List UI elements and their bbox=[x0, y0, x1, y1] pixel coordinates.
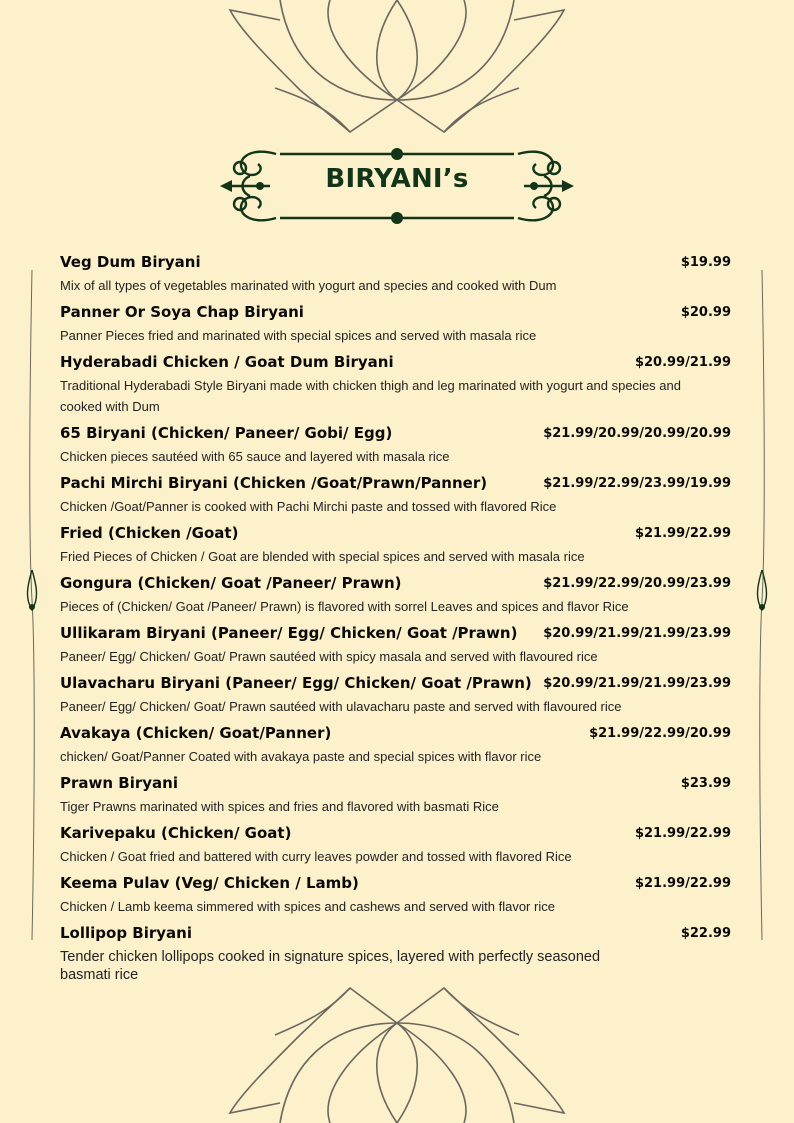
item-description: Traditional Hyderabadi Style Biryani made with chicken thigh and leg marinated with yogurt and species and cooked with Dum bbox=[60, 378, 681, 414]
item-description: Tiger Prawns marinated with spices and fries and flavored with basmati Rice bbox=[60, 799, 499, 814]
menu-item bbox=[60, 523, 731, 567]
item-price: $21.99/22.99 bbox=[634, 526, 731, 541]
item-description: Chicken pieces sautéed with 65 sauce and layered with masala rice bbox=[60, 449, 450, 464]
menu-item bbox=[60, 673, 731, 717]
item-name: Lollipop Biryani bbox=[60, 924, 192, 942]
side-flourish-left bbox=[26, 270, 38, 940]
menu-item bbox=[60, 573, 731, 617]
menu-item bbox=[60, 623, 731, 667]
lotus-ornament-top bbox=[0, 0, 794, 140]
item-name: Pachi Mirchi Biryani (Chicken /Goat/Prawn/Panner) bbox=[60, 474, 488, 492]
item-price: $21.99/20.99/20.99/20.99 bbox=[543, 426, 731, 441]
item-name: 65 Biryani (Chicken/ Paneer/ Gobi/ Egg) bbox=[60, 424, 393, 442]
item-name: Prawn Biryani bbox=[60, 774, 178, 792]
item-price: $20.99/21.99/21.99/23.99 bbox=[543, 626, 731, 641]
menu-item bbox=[60, 423, 731, 467]
item-price: $20.99/21.99/21.99/23.99 bbox=[543, 676, 731, 691]
menu-item bbox=[60, 923, 731, 984]
menu-item bbox=[60, 352, 731, 417]
item-description: Tender chicken lollipops cooked in signature spices, layered with perfectly seasoned basmati rice bbox=[60, 949, 601, 983]
item-price: $21.99/22.99/20.99 bbox=[589, 726, 731, 741]
item-description: Paneer/ Egg/ Chicken/ Goat/ Prawn sautéed with ulavacharu paste and served with flavoured rice bbox=[60, 699, 622, 714]
item-description: Paneer/ Egg/ Chicken/ Goat/ Prawn sautéed with spicy masala and served with flavoured rice bbox=[60, 649, 598, 664]
item-price: $20.99 bbox=[680, 305, 731, 320]
item-description: Panner Pieces fried and marinated with special spices and served with masala rice bbox=[60, 328, 537, 343]
menu-item bbox=[60, 823, 731, 867]
item-price: $21.99/22.99 bbox=[634, 876, 731, 891]
item-name: Gongura (Chicken/ Goat /Paneer/ Prawn) bbox=[60, 574, 402, 592]
menu-item bbox=[60, 302, 731, 346]
menu-header bbox=[210, 140, 584, 232]
item-description: Fried Pieces of Chicken / Goat are blended with special spices and served with masala rice bbox=[60, 549, 585, 564]
item-name: Hyderabadi Chicken / Goat Dum Biryani bbox=[60, 353, 394, 371]
item-name: Panner Or Soya Chap Biryani bbox=[60, 303, 304, 321]
item-price: $21.99/22.99/20.99/23.99 bbox=[543, 576, 731, 591]
item-name: Avakaya (Chicken/ Goat/Panner) bbox=[60, 724, 332, 742]
item-price: $23.99 bbox=[680, 776, 731, 791]
side-flourish-right bbox=[756, 270, 768, 940]
item-price: $21.99/22.99 bbox=[634, 826, 731, 841]
menu-item bbox=[60, 873, 731, 917]
lotus-ornament-bottom bbox=[0, 980, 794, 1123]
menu-item bbox=[60, 473, 731, 517]
item-description: Mix of all types of vegetables marinated with yogurt and species and cooked with Dum bbox=[60, 278, 557, 293]
item-name: Veg Dum Biryani bbox=[60, 253, 201, 271]
menu-item bbox=[60, 723, 731, 767]
item-name: Ulavacharu Biryani (Paneer/ Egg/ Chicken/ Goat /Prawn) bbox=[60, 674, 532, 692]
item-name: Keema Pulav (Veg/ Chicken / Lamb) bbox=[60, 874, 359, 892]
item-name: Karivepaku (Chicken/ Goat) bbox=[60, 824, 292, 842]
item-description: Chicken / Lamb keema simmered with spices and cashews and served with flavor rice bbox=[60, 899, 555, 914]
item-price: $21.99/22.99/23.99/19.99 bbox=[543, 476, 731, 491]
page-title: BIRYANI’s bbox=[325, 164, 469, 194]
item-description: Chicken /Goat/Panner is cooked with Pachi Mirchi paste and tossed with flavored Rice bbox=[60, 499, 557, 514]
menu-item bbox=[60, 252, 731, 296]
item-price: $19.99 bbox=[680, 255, 731, 270]
item-description: Chicken / Goat fried and battered with curry leaves powder and tossed with flavored Rice bbox=[60, 849, 572, 864]
menu-list bbox=[60, 252, 731, 990]
item-description: chicken/ Goat/Panner Coated with avakaya paste and special spices with flavor rice bbox=[60, 749, 542, 764]
menu-item bbox=[60, 773, 731, 817]
item-description: Pieces of (Chicken/ Goat /Paneer/ Prawn) is flavored with sorrel Leaves and spices and flavor Rice bbox=[60, 599, 629, 614]
item-price: $22.99 bbox=[680, 926, 731, 941]
item-price: $20.99/21.99 bbox=[634, 355, 731, 370]
item-name: Fried (Chicken /Goat) bbox=[60, 524, 239, 542]
item-name: Ullikaram Biryani (Paneer/ Egg/ Chicken/ Goat /Prawn) bbox=[60, 624, 518, 642]
